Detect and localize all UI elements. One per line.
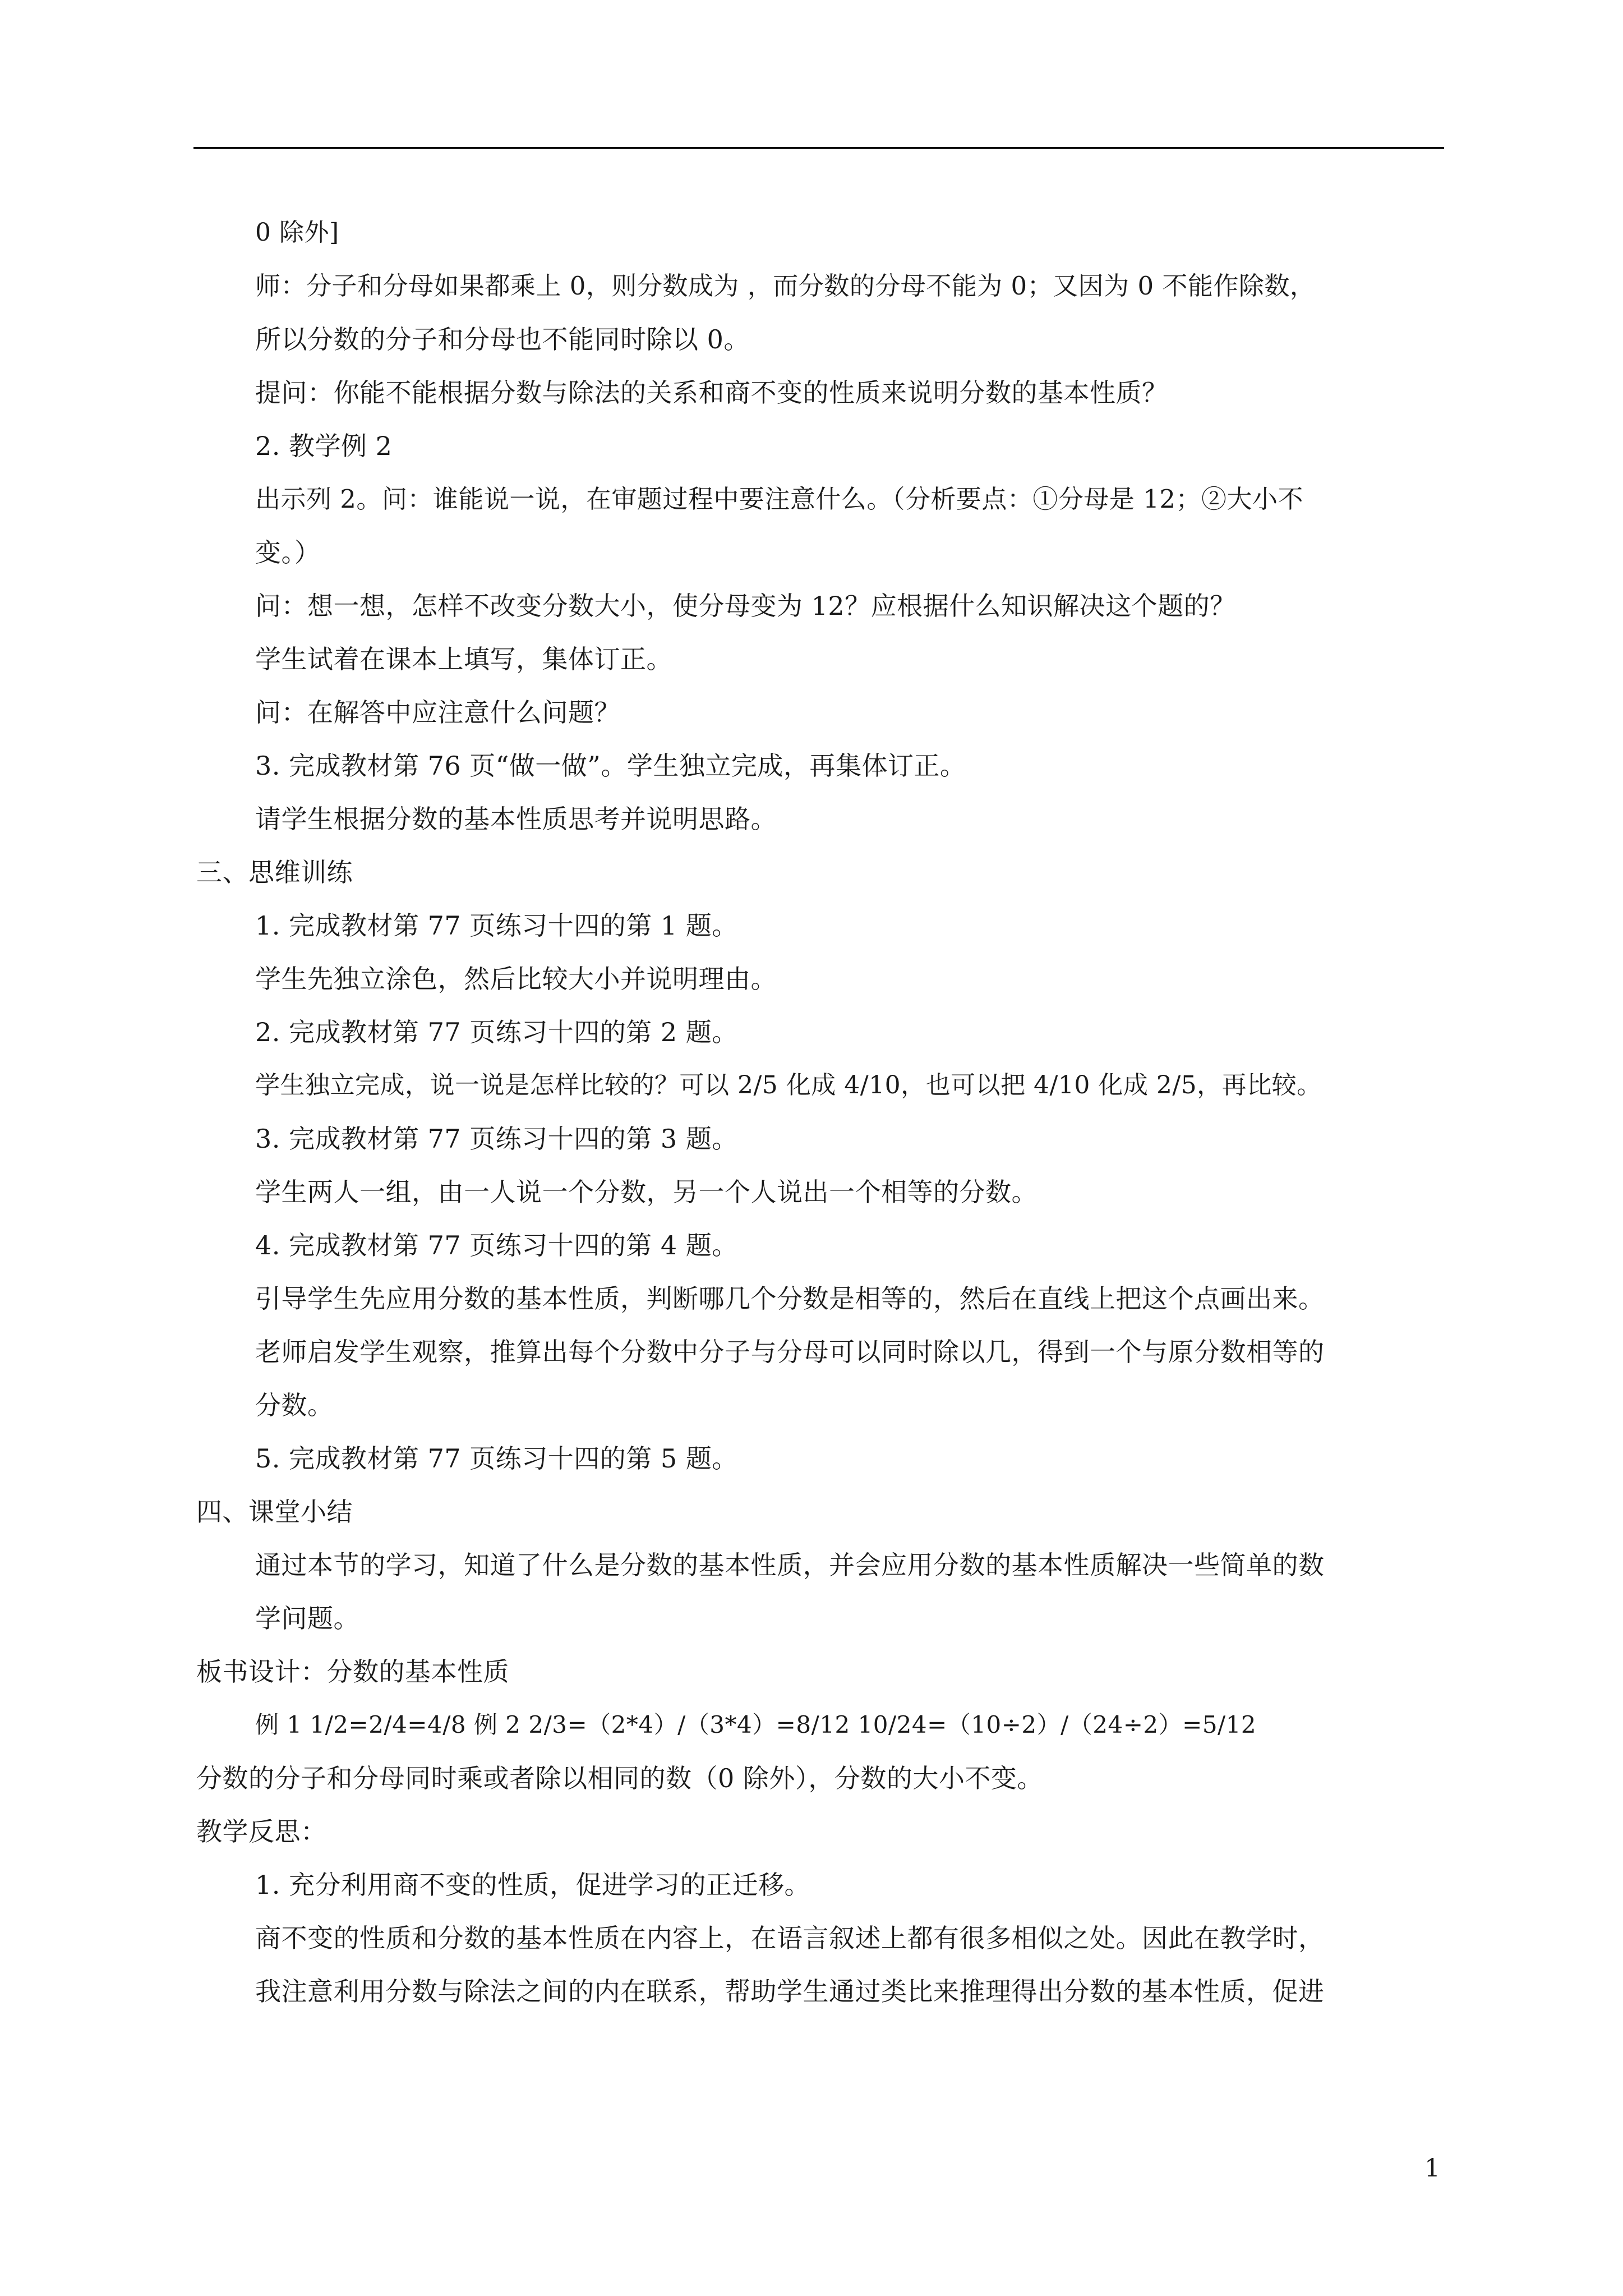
text-line: 学生独立完成，说一说是怎样比较的？可以 2/5 化成 4/10，也可以把 4/10 化成 2/5，再比较。 (255, 1071, 1322, 1099)
text-line: 分数的分子和分母同时乘或者除以相同的数（0 除外），分数的大小不变。 (196, 1763, 1043, 1793)
text-line: 老师启发学生观察，推算出每个分数中分子与分母可以同时除以几，得到一个与原分数相等的 (255, 1337, 1325, 1367)
text-line: 师：分子和分母如果都乘上 0，则分数成为 ，而分数的分母不能为 0；又因为 0 不能作除数， (255, 271, 1316, 301)
text-line: 1. 完成教材第 77 页练习十四的第 1 题。 (255, 910, 738, 941)
text-line: 变。） (255, 537, 321, 568)
text-line: 学生试着在课本上填写，集体订正。 (255, 644, 672, 674)
text-line: 分数。 (255, 1390, 334, 1420)
text-line: 5. 完成教材第 77 页练习十四的第 5 题。 (255, 1443, 738, 1474)
text-line: 2. 教学例 2 (255, 431, 393, 461)
text-line: 通过本节的学习，知道了什么是分数的基本性质，并会应用分数的基本性质解决一些简单的数 (255, 1550, 1325, 1580)
text-line: 提问：你能不能根据分数与除法的关系和商不变的性质来说明分数的基本性质？ (255, 378, 1168, 408)
text-line: 学问题。 (255, 1603, 359, 1634)
text-line: 学生先独立涂色，然后比较大小并说明理由。 (255, 964, 777, 994)
text-line: 1. 充分利用商不变的性质，促进学习的正迁移。 (255, 1870, 811, 1900)
text-line: 学生两人一组，由一人说一个分数，另一个人说出一个相等的分数。 (255, 1177, 1038, 1207)
text-line: 3. 完成教材第 76 页“做一做”。学生独立完成，再集体订正。 (255, 751, 966, 781)
text-line: 0 除外] (255, 218, 339, 247)
text-line: 出示列 2。问：谁能说一说，在审题过程中要注意什么。（分析要点：①分母是 12；②大小不 (255, 484, 1304, 514)
section-heading: 三、思维训练 (196, 857, 353, 887)
text-line: 4. 完成教材第 77 页练习十四的第 4 题。 (255, 1230, 738, 1260)
text-line: 问：在解答中应注意什么问题？ (255, 697, 620, 728)
text-line: 所以分数的分子和分母也不能同时除以 0。 (255, 324, 750, 355)
text-line: 教学反思： (196, 1816, 327, 1847)
text-line: 请学生根据分数的基本性质思考并说明思路。 (255, 804, 777, 834)
page-number: 1 (1424, 2154, 1440, 2183)
text-line: 商不变的性质和分数的基本性质在内容上，在语言叙述上都有很多相似之处。因此在教学时， (255, 1923, 1325, 1953)
text-line: 2. 完成教材第 77 页练习十四的第 2 题。 (255, 1017, 738, 1047)
text-line: 问：想一想，怎样不改变分数大小，使分母变为 12？应根据什么知识解决这个题的？ (255, 591, 1236, 621)
text-line: 引导学生先应用分数的基本性质，判断哪几个分数是相等的，然后在直线上把这个点画出来。 (255, 1283, 1325, 1314)
header-rule (193, 147, 1444, 149)
text-line: 3. 完成教材第 77 页练习十四的第 3 题。 (255, 1124, 738, 1154)
section-heading: 四、课堂小结 (196, 1497, 353, 1527)
text-line: 板书设计：分数的基本性质 (196, 1657, 509, 1687)
text-line: 例 1 1/2=2/4=4/8 例 2 2/3=（2*4）/（3*4）=8/12 10/24=（10÷2）/（24÷2）=5/12 (255, 1711, 1257, 1738)
text-line: 我注意利用分数与除法之间的内在联系，帮助学生通过类比来推理得出分数的基本性质，促进 (255, 1976, 1325, 2007)
